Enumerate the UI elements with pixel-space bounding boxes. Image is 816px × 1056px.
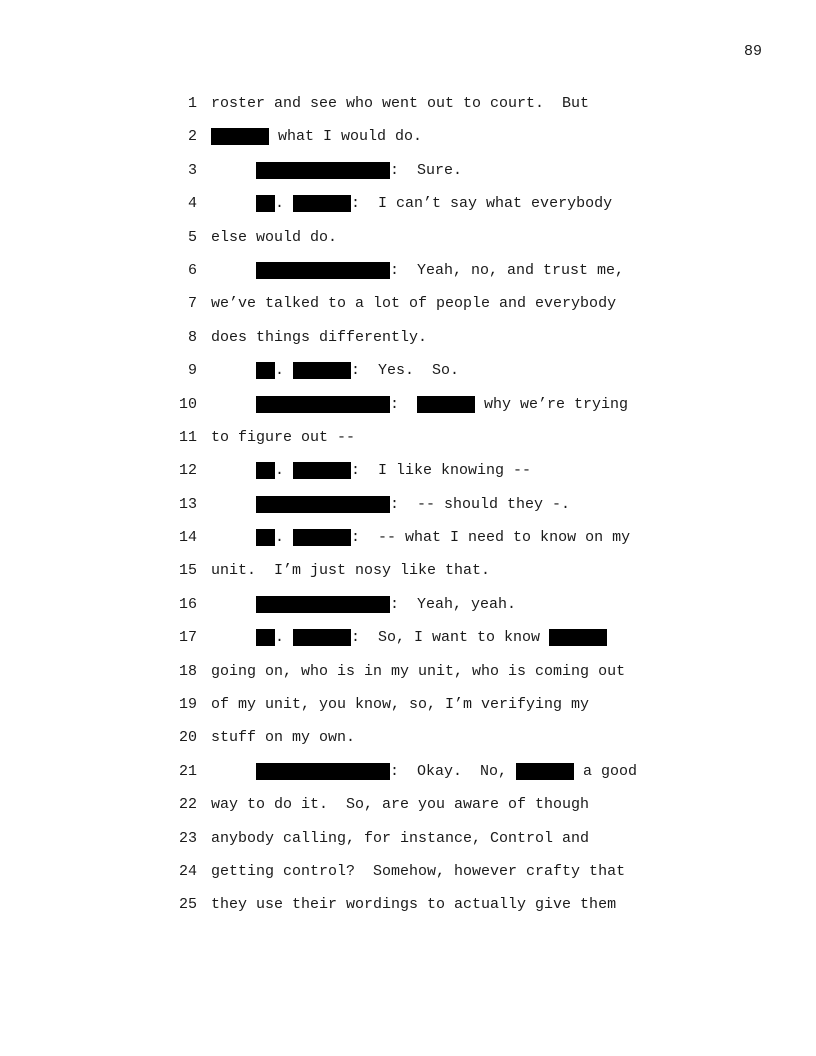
redaction-block [256,529,275,546]
text-segment: does things differently. [211,328,428,346]
text-segment: what I would do. [269,128,423,146]
line-text [211,193,612,214]
line-number: 17 [178,629,197,647]
transcript-line [0,661,816,694]
transcript-line [0,794,816,827]
text-segment: : -- what I need to know on my [351,529,631,547]
line-number: 12 [178,462,197,480]
redaction-block [256,596,390,613]
text-segment: : [390,395,418,413]
line-text [211,160,462,181]
redaction-block [256,362,275,379]
text-segment: anybody calling, for instance, Control and [211,829,590,847]
line-text [211,627,607,648]
transcript-line [0,126,816,159]
line-text [211,527,630,548]
text-segment [211,494,256,515]
text-segment: else would do. [211,228,338,246]
line-number: 1 [187,95,197,112]
text-segment [211,260,256,281]
transcript-line [0,394,816,427]
text-segment: : Yeah, no, and trust me, [390,261,625,279]
redaction-block [293,629,351,646]
transcript-line [0,160,816,193]
redaction-block [256,629,275,646]
line-number: 9 [187,362,197,380]
line-number: 19 [178,696,197,714]
text-segment: why we’re trying [475,395,629,413]
line-text [211,894,616,915]
line-number: 20 [178,729,197,747]
text-segment: : I like knowing -- [351,462,532,480]
line-text [211,761,637,782]
line-text [211,594,516,615]
line-number: 7 [187,295,197,313]
transcript-line [0,761,816,794]
redaction-block [211,128,269,145]
text-segment [211,761,256,782]
line-text [211,394,628,415]
line-number: 10 [178,395,197,413]
text-segment: we’ve talked to a lot of people and everybody [211,295,617,313]
transcript-line [0,627,816,660]
transcript-line [0,694,816,727]
line-text [211,327,427,348]
text-segment: unit. I’m just nosy like that. [211,562,491,580]
transcript-line [0,327,816,360]
line-number: 24 [178,862,197,880]
line-number: 14 [178,529,197,547]
line-text [211,293,616,314]
redaction-block [516,763,574,780]
line-text [211,460,531,481]
line-text [211,794,589,815]
redaction-block [256,763,390,780]
text-segment: . [275,195,294,213]
line-text [211,227,337,248]
line-text [211,360,459,381]
text-segment [211,460,256,481]
text-segment: . [275,629,294,647]
transcript-line [0,293,816,326]
transcript-line [0,560,816,593]
text-segment: they use their wordings to actually give them [211,896,617,914]
transcript-line [0,527,816,560]
line-text [211,861,625,882]
line-number: 18 [178,662,197,680]
line-text [211,828,589,849]
line-text [211,126,422,147]
text-segment: going on, who is in my unit, who is coming out [211,662,626,680]
redaction-block [293,195,351,212]
line-text [211,260,624,281]
text-segment [211,160,256,181]
line-text [211,560,490,581]
text-segment [211,627,256,648]
transcript-line [0,460,816,493]
line-number: 13 [178,495,197,513]
text-segment: . [275,529,294,547]
line-number: 21 [178,762,197,780]
line-number: 3 [187,161,197,179]
line-text [211,694,589,715]
transcript-line [0,260,816,293]
text-segment: way to do it. So, are you aware of though [211,796,590,814]
page-number: 89 [743,43,762,60]
text-segment [211,193,256,214]
transcript-line [0,828,816,861]
line-number: 6 [187,261,197,279]
text-segment: stuff on my own. [211,729,356,747]
text-segment: : -- should they -. [390,495,571,513]
redaction-block [256,462,275,479]
line-text [211,93,589,114]
text-segment: getting control? Somehow, however crafty that [211,862,626,880]
transcript-line [0,861,816,894]
transcript-line [0,360,816,393]
line-text [211,494,570,515]
redaction-block [293,362,351,379]
line-number: 4 [187,195,197,213]
redaction-block [256,496,390,513]
redaction-block [293,529,351,546]
transcript-line [0,727,816,760]
transcript-line [0,894,816,927]
line-text [211,427,355,448]
redaction-block [256,262,390,279]
transcript-line [0,427,816,460]
text-segment [211,527,256,548]
line-number: 11 [178,428,197,446]
transcript-line [0,227,816,260]
line-number: 16 [178,595,197,613]
text-segment: . [275,462,294,480]
text-segment: . [275,362,294,380]
redaction-block [293,462,351,479]
text-segment [211,394,256,415]
line-number: 23 [178,829,197,847]
line-number: 25 [178,896,197,914]
text-segment: to figure out -- [211,428,356,446]
text-segment: : Yes. So. [351,362,460,380]
line-number: 22 [178,796,197,814]
line-text [211,727,355,748]
text-segment: : Okay. No, [390,762,517,780]
line-number: 15 [178,562,197,580]
line-text [211,661,625,682]
text-segment: : Sure. [390,161,463,179]
text-segment: roster and see who went out to court. But [211,95,590,112]
text-segment [211,594,256,615]
transcript-line [0,494,816,527]
redaction-block [549,629,607,646]
text-segment: a good [574,762,638,780]
redaction-block [256,162,390,179]
line-number: 5 [187,228,197,246]
text-segment: : Yeah, yeah. [390,595,517,613]
text-segment: : I can’t say what everybody [351,195,613,213]
redaction-block [256,396,390,413]
transcript-line [0,594,816,627]
transcript-line [0,193,816,226]
transcript-body [0,93,816,928]
redaction-block [256,195,275,212]
line-number: 8 [187,328,197,346]
transcript-line [0,93,816,126]
text-segment: : So, I want to know [351,629,550,647]
line-number: 2 [187,128,197,146]
text-segment [211,360,256,381]
redaction-block [417,396,475,413]
text-segment: of my unit, you know, so, I’m verifying my [211,696,590,714]
